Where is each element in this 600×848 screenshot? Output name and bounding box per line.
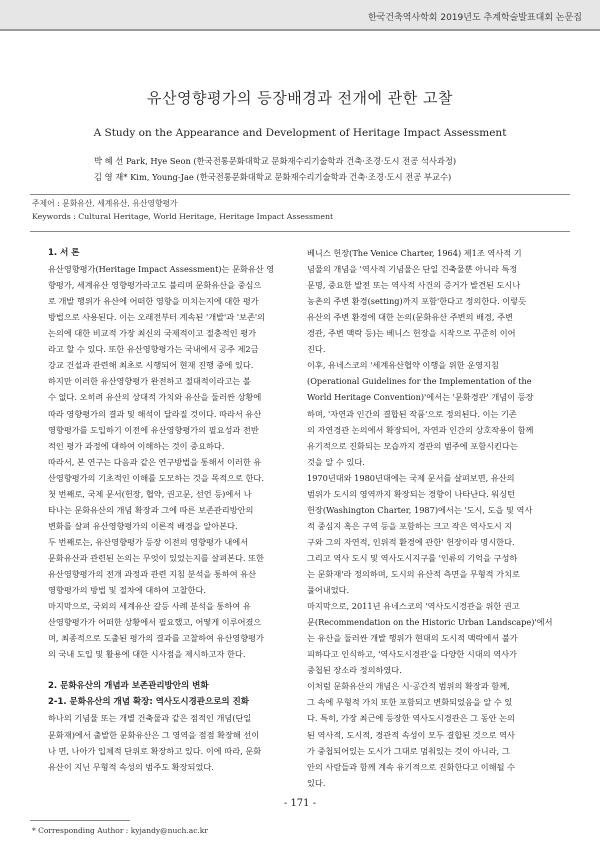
text-line: 헌장(Washington Charter, 1987)에서는 '도시, 도읍 및 역사 (307, 504, 533, 515)
text-line: 마지막으로, 2011년 유네스코의 '역사도시경관을 위한 권고 (307, 601, 520, 612)
section-heading: 2. 문화유산의 개념과 보존관리방안의 변화 (48, 681, 209, 692)
text-line: 다. 특히, 가장 최근에 등장한 역사도시경관은 그 동안 논의 (307, 713, 515, 724)
text-line: 유산의 주변 환경에 대한 논의(문화유산 주변의 배경, 주변 (307, 312, 513, 323)
text-line: 농촌의 주변 환경(setting)까지 포함'한다고 정의한다. 이렇듯 (307, 296, 527, 307)
text-line: 변화를 살펴 유산영향평가의 이론적 배경을 알아본다. (48, 520, 238, 531)
text-line: 산영향평가가 어떠한 상황에서 필요했고, 어떻게 이루어졌으 (48, 617, 262, 628)
author-1: 박 혜 선 Park, Hye Seon (한국전통문화대학교 문화재수리기술학과 건축·조경·도시 전공 석사과정) (94, 156, 457, 166)
text-line: 며, 최종적으로 도출된 평가의 결과를 고찰하여 유산영향평가 (48, 633, 264, 644)
text-line: (Operational Guidelines for the Implementation of the (307, 376, 532, 387)
text-line: 된 역사적, 도시적, 경관적 속성이 모두 결합된 것으로 역사 (307, 729, 515, 740)
text-line: 피하다고 인식하고, '역사도시경관'을 다양한 시대의 역사가 (307, 649, 517, 660)
text-line: 로 개발 행위가 유산에 어떠한 영향을 미치는지에 대한 평가 (48, 296, 259, 307)
header-rule (0, 29, 600, 31)
text-line: 의 자연경관 논의에서 확장되어, 자연과 인간의 상호작용이 함께 (307, 424, 534, 435)
author-2: 김 영 재* Kim, Young-Jae (한국전통문화대학교 문화재수리기술학과 건축·조경·도시 전공 부교수) (94, 172, 452, 182)
keywords-english: Keywords : Cultural Heritage, World Heritage, Heritage Impact Assessment (32, 212, 334, 221)
text-line: 나 면, 나아가 입체적 단위로 확장하고 있다. 이에 따라, 문화 (48, 745, 262, 756)
text-line: 는 유산을 둘러싼 개발 행위가 현대의 도시적 맥락에서 불가 (307, 633, 518, 644)
text-line: 따라 영향평가의 결과 및 해석이 달라질 것이다. 따라서 유산 (48, 408, 262, 419)
section-heading: 2-1. 문화유산의 개념 확장: 역사도시경관으로의 진화 (48, 697, 250, 708)
text-line: 안의 사람들과 함께 계속 유기적으로 진화한다고 이해될 수 (307, 761, 516, 772)
text-line: 가 중첩되어있는 도시가 그대로 멈춰있는 것이 아니라, 그 (307, 745, 510, 756)
text-line: 1970년대와 1980년대에는 국제 문서를 살펴보면, 유산의 (307, 472, 515, 483)
text-line: 문화유산과 관련된 논의는 무엇이 있었는지를 살펴본다. 또한 (48, 552, 264, 563)
footnote: * Corresponding Author : kyjandy@nuch.ac.kr (32, 826, 208, 835)
keywords-korean: 주제어 : 문화유산, 세계유산, 유산영향평가 (32, 199, 178, 208)
text-line: 적 중심지 혹은 구역 등을 포함하는 크고 작은 역사도시 지 (307, 520, 513, 531)
text-line: 이후, 유네스코의 '세계유산협약 이행을 위한 운영지침 (307, 360, 499, 371)
text-line: 는 문화재'라 정의하며, 도시의 유산적 측면을 무형적 가치로 (307, 569, 520, 579)
text-line: 유산이 지닌 무형적 속성의 범주도 확장되었다. (48, 761, 214, 772)
text-line: 유기적으로 진화되는 모습까지 경관의 범주에 포함시킨다는 (307, 440, 518, 451)
text-line: 하나의 기념물 또는 개별 건축물과 같은 점적인 개념(단일 (48, 713, 252, 724)
text-line: 념물의 개념을 '역사적 기념물은 단일 건축물뿐 아니라 특정 (307, 264, 518, 275)
text-line: 하지만 이러한 유산영향평가 완전하고 절대적이라고는 볼 (48, 376, 251, 387)
text-line: 중첩된 장소라 정의하였다. (307, 665, 402, 676)
text-line: 풀어내었다. (307, 585, 350, 596)
text-line: 하며, '자연과 인간의 결합된 작품'으로 정의된다. 이는 기존 (307, 408, 517, 419)
text-line: 두 번째로는, 유산영향평가 등장 이전의 영향평가 내에서 (48, 536, 249, 547)
text-line: 따라서, 본 연구는 다음과 같은 연구방법을 통해서 이러한 유 (48, 456, 262, 467)
text-line: 영향평가의 방법 및 절차에 대하여 고찰한다. (48, 585, 206, 596)
conference-name: 한국건축역사학회 2019년도 추계학술발표대회 논문집 (367, 13, 582, 23)
page-number: - 171 - (283, 798, 317, 809)
text-line: 유산영향평가(Heritage Impact Assessment)는 문화유산 영 (48, 264, 275, 275)
text-line: 마지막으로, 국외의 세계유산 갈등 사례 분석을 통하여 유 (48, 601, 251, 612)
text-line: 그 속에 무형적 가치 또한 포함되고 변화되었음을 알 수 있 (307, 697, 513, 708)
text-line: 있다. (307, 777, 326, 788)
text-line: 방법으로 사용된다. 이는 오래전부터 계속된 '개발'과 '보존'의 (48, 312, 266, 323)
text-line: 문(Recommendation on the Historic Urban Landscape)'에서 (307, 617, 553, 628)
text-line: 진다. (307, 344, 326, 355)
text-line: 경관, 주변 맥락 등)는 베니스 헌장을 시작으로 꾸준히 이어 (307, 328, 516, 339)
text-line: 것을 알 수 있다. (307, 456, 365, 467)
text-line: 그리고 역사 도시 및 역사도시지구를 '인류의 기억을 구성하 (307, 552, 518, 563)
text-line: 영향평가를 도입하기 이전에 유산영향평가의 필요성과 전반 (48, 424, 259, 435)
text-line: 향평가, 세계유산 영향평가라고도 불리며 문화유산을 중심으 (48, 280, 262, 291)
text-line: World Heritage Convention)'에서는 '문화경관' 개념이 등장 (307, 392, 534, 403)
paper-title-english: A Study on the Appearance and Development of Heritage Impact Assessment (93, 127, 507, 139)
text-line: 베니스 헌장(The Venice Charter, 1964) 제1조 역사적 기 (307, 248, 522, 258)
text-line: 강교 건설과 관련해 최초로 시행되어 현재 진행 중에 있다. (48, 360, 254, 371)
text-line: 논의에 대한 비교적 가장 최신의 국제적이고 절충적인 평가 (48, 328, 257, 339)
text-line: 산영향평가의 기초적인 이해를 도모하는 것을 목적으로 한다. (48, 472, 264, 483)
paper-title-korean: 유산영향평가의 등장배경과 전개에 관한 고찰 (147, 89, 453, 107)
text-line: 구와 그의 자연적, 인위적 환경에 관한' 헌장이라 명시한다. (307, 536, 515, 547)
text-line: 범위가 도시의 영역까지 확장되는 경향이 나타난다. 워싱턴 (307, 488, 516, 499)
text-line: 적인 평가 과정에 대하여 이해하는 것이 중요하다. (48, 440, 225, 451)
text-line: 문명, 중요한 발전 또는 역사적 사건의 증거가 발견된 도시나 (307, 280, 521, 291)
text-line: 문화재)에서 출발한 문화유산은 그 영역을 점점 확장해 선이 (48, 729, 260, 740)
text-line: 첫 번째로, 국제 문서(헌장, 협약, 권고문, 선언 등)에서 나 (48, 488, 252, 499)
text-line: 이처럼 문화유산의 개념은 시·공간적 범위의 확장과 함께, (307, 681, 510, 692)
footnote-rule (30, 820, 130, 821)
text-line: 유산영향평가의 전개 과정과 관련 지침 분석을 통하여 유산 (48, 569, 257, 579)
text-line: 라고 할 수 있다. 또한 유산영향평가는 국내에서 공주 제2금 (48, 344, 259, 355)
section-heading: 1. 서 론 (48, 248, 80, 258)
text-line: 수 없다. 오히려 유산의 상대적 가치와 유산을 둘러싼 상황에 (48, 392, 262, 403)
text-line: 타나는 문화유산의 개념 확장과 그에 따른 보존관리방안의 (48, 504, 254, 515)
text-line: 의 국내 도입 및 활용에 대한 시사점을 제시하고자 한다. (48, 649, 246, 660)
